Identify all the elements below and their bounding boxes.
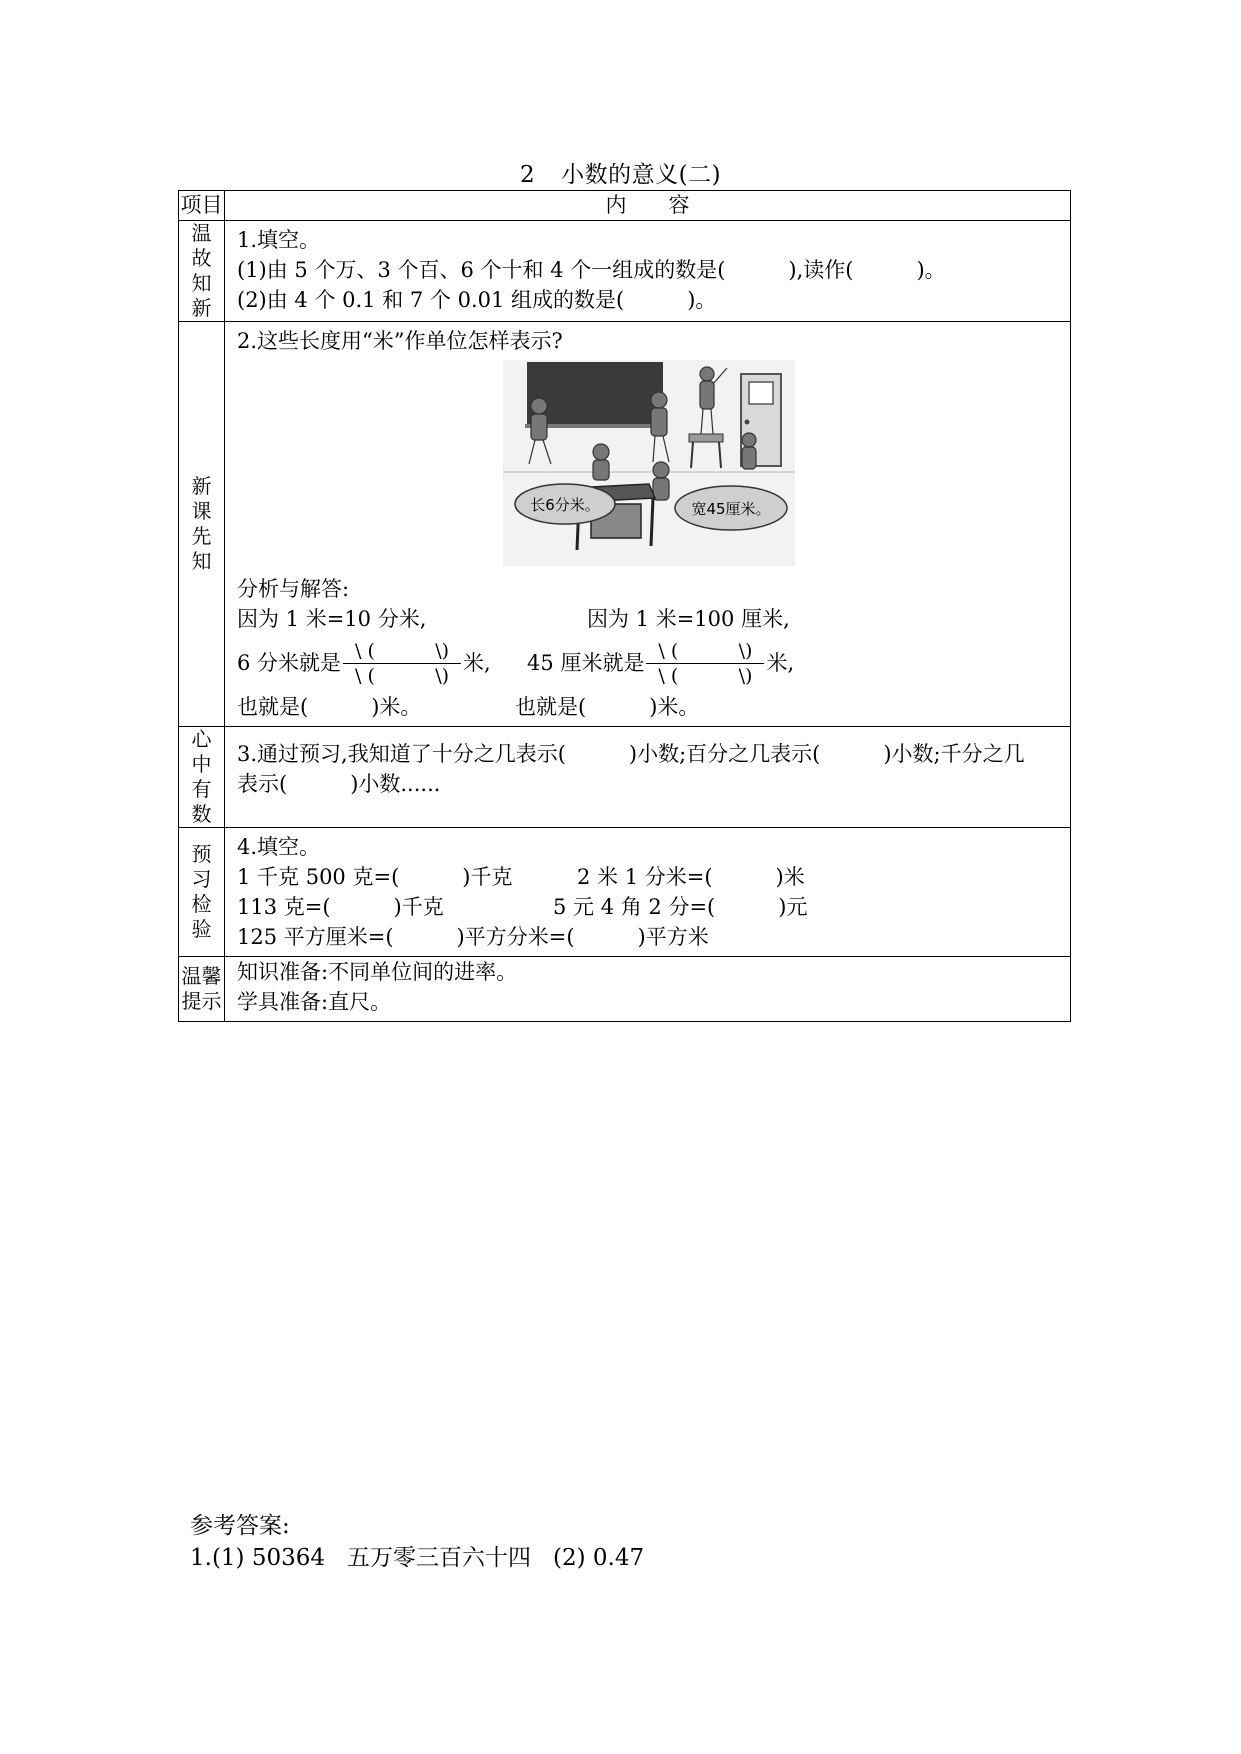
check-row-3: 125 平方厘米=( )平方分米=( )平方米: [237, 925, 709, 949]
worksheet-table: [178, 190, 1071, 1022]
question-4: 4.填空。: [237, 835, 321, 859]
also-left: 也就是( )米。: [237, 695, 422, 719]
bubble-right-text: 宽45厘米。: [690, 500, 771, 518]
section-label: 温馨提示: [181, 964, 222, 1013]
question-1: 1.填空。: [237, 228, 321, 252]
section-content: [225, 828, 1070, 956]
section-check: [179, 828, 1071, 957]
fraction-denominator: \ ( \): [355, 664, 450, 687]
section-content: [225, 727, 1070, 803]
check-item: 5 元 4 角 2 分=( )元: [553, 895, 808, 919]
answer-1-2: (2) 0.47: [553, 1545, 645, 1571]
section-label: 心中有数: [191, 727, 212, 826]
fraction-right-prefix: 45 厘米就是: [527, 651, 645, 675]
check-row-1: [237, 862, 1060, 892]
check-item: 2 米 1 分米=( )米: [577, 865, 805, 889]
answer-row: [190, 1542, 666, 1574]
answer-key: [190, 1510, 666, 1574]
tip-2: 学具准备:直尺。: [237, 990, 392, 1014]
section-label: 新课先知: [191, 474, 212, 573]
analysis-heading: 分析与解答:: [237, 577, 350, 601]
question-3-line-2: 表示( )小数......: [237, 772, 441, 796]
answer-1-1: 1.(1) 50364: [190, 1545, 326, 1571]
question-1-part-1: (1)由 5 个万、3 个百、6 个十和 4 个一组成的数是( ),读作( )。: [237, 258, 946, 282]
header-item: 项目: [179, 191, 225, 221]
page-title: [0, 156, 1241, 189]
section-content: [225, 322, 1070, 726]
header-content: 内 容: [225, 191, 1071, 221]
cause-row: [237, 604, 1060, 634]
fraction-numerator: \ ( \): [658, 639, 753, 662]
cause-right: 因为 1 米=100 厘米,: [587, 607, 790, 631]
question-2: 2.这些长度用“米”作单位怎样表示?: [237, 329, 563, 353]
answer-heading: 参考答案:: [190, 1513, 290, 1539]
check-item: 113 克=( )千克: [237, 895, 444, 919]
check-item: 1 千克 500 克=( )千克: [237, 865, 513, 889]
question-1-part-2: (2)由 4 个 0.1 和 7 个 0.01 组成的数是( )。: [237, 288, 717, 312]
title-number: 2: [519, 162, 536, 188]
section-review: [179, 221, 1071, 322]
section-label: 预习检验: [191, 842, 212, 941]
fraction-right-suffix: 米,: [766, 651, 795, 675]
blackboard-shape: [527, 362, 663, 424]
fraction-row: [237, 634, 1060, 692]
fraction-numerator: \ ( \): [355, 639, 450, 662]
classroom-illustration: [503, 360, 795, 566]
also-row: [237, 692, 1060, 722]
section-preview: [179, 322, 1071, 727]
tip-1: 知识准备:不同单位间的进率。: [237, 960, 518, 984]
answer-1-1-words: 五万零三百六十四: [347, 1545, 532, 1571]
section-tips: [179, 957, 1071, 1022]
fraction-left-suffix: 米,: [463, 651, 491, 675]
fraction-left-prefix: 6 分米就是: [237, 651, 342, 675]
section-content: [225, 221, 1070, 319]
also-right: 也就是( )米。: [515, 695, 700, 719]
fraction-denominator: \ ( \): [658, 664, 753, 687]
title-text: 小数的意义(二): [561, 162, 722, 188]
section-label: 温故知新: [191, 221, 212, 320]
question-3-line-1: 3.通过预习,我知道了十分之几表示( )小数;百分之几表示( )小数;千分之几: [237, 742, 1025, 766]
cause-left: 因为 1 米=10 分米,: [237, 607, 427, 631]
header-row: [179, 191, 1071, 221]
fraction-right: [646, 639, 764, 688]
fraction-left: [343, 639, 461, 688]
bubble-left-text: 长6分米。: [529, 496, 600, 514]
section-content: [225, 957, 1070, 1021]
check-row-2: [237, 892, 1060, 922]
section-reflection: [179, 727, 1071, 828]
